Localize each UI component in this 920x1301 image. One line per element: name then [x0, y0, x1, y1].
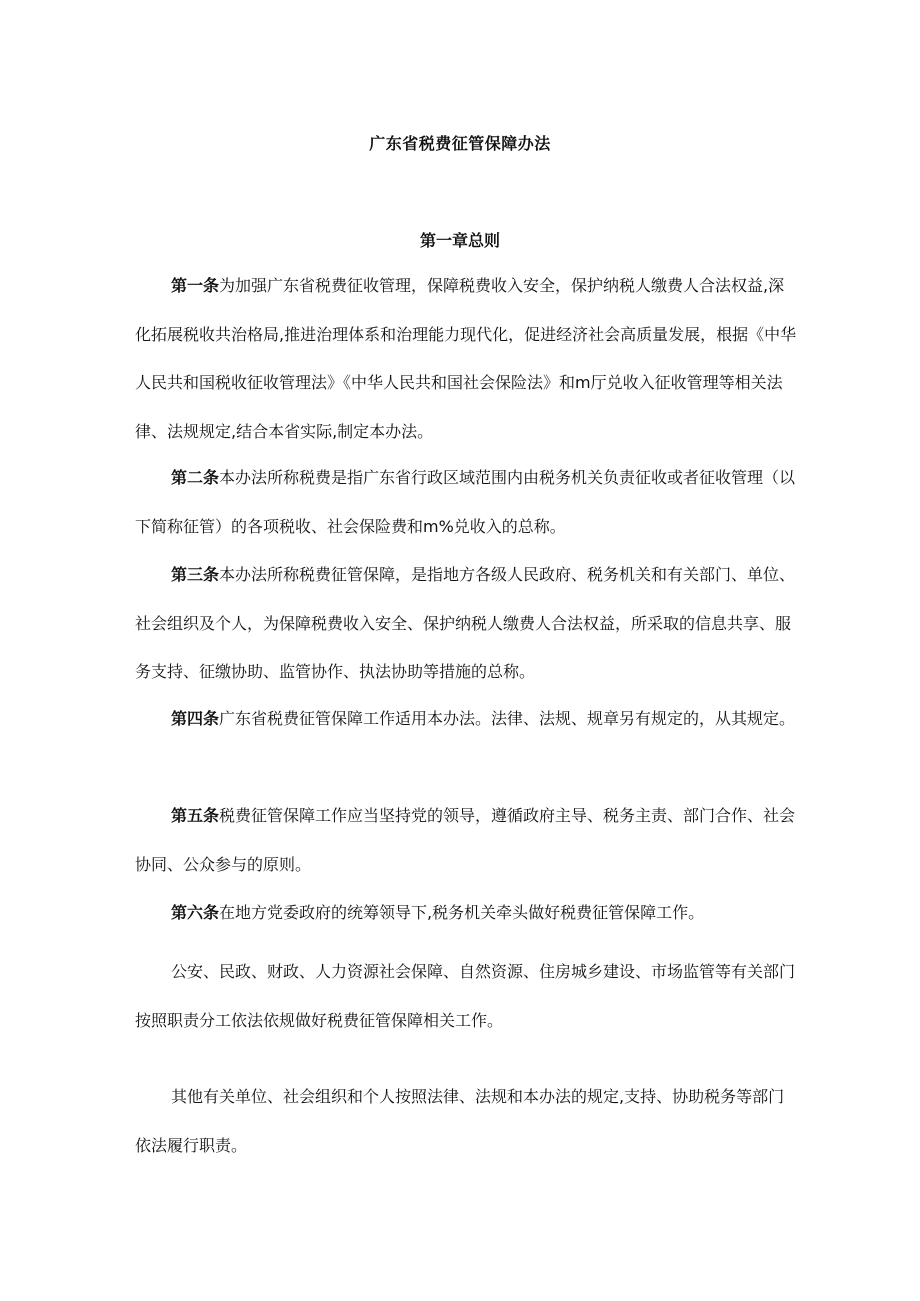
- paragraph-departments: 公安、民政、财政、人力资源社会保障、自然资源、住房城乡建设、市场监管等有关部门按照职责分工依法依规做好税费征管保障相关工作。: [135, 962, 796, 1030]
- article-4: [135, 695, 800, 744]
- article-5-label: 第五条: [171, 806, 220, 825]
- article-6-label: 第六条: [171, 903, 220, 922]
- document-title: 广东省税费征管保障办法: [369, 134, 551, 153]
- article-3-label: 第三条: [171, 565, 220, 584]
- article-1-text: 为加强广东省税费征收管理，保障税费收入安全，保护纳税人缴费人合法权益,深化拓展税收共治格局,推进治理体系和治理能力现代化，促进经济社会高质量发展，根据《中华人民共和国税收征收管理法》《中华人民共和国社会保险法》和m厅兑收入征收管理等相关法律、法规规定,结合本省实际,制定本办法。: [135, 276, 797, 441]
- article-1-label: 第一条: [171, 276, 220, 295]
- paragraph-other-units: 其他有关单位、社会组织和个人按照法律、法规和本办法的规定,支持、协助税务等部门依法履行职责。: [135, 1087, 785, 1155]
- article-4-text: 广东省税费征管保障工作适用本办法。法律、法规、规章另有规定的，从其规定。: [219, 709, 796, 728]
- article-6-text: 在地方党委政府的统筹领导下,税务机关牵头做好税费征管保障工作。: [219, 903, 705, 922]
- article-2: [135, 454, 800, 551]
- article-3-text: 本办法所称税费征管保障，是指地方各级人民政府、税务机关和有关部门、单位、社会组织及个人，为保障税费收入安全、保护纳税人缴费人合法权益，所采取的信息共享、服务支持、征缴协助、监管协作、执法协助等措施的总称。: [135, 565, 796, 681]
- article-1: [135, 262, 800, 456]
- article-4-label: 第四条: [171, 709, 220, 728]
- article-2-label: 第二条: [171, 468, 220, 487]
- article-5-text: 税费征管保障工作应当坚持党的领导，遵循政府主导、税务主责、部门合作、社会协同、公众参与的原则。: [135, 806, 796, 874]
- article-3: [135, 551, 800, 697]
- article-6: [135, 889, 800, 938]
- article-5: [135, 792, 800, 889]
- article-2-text: 本办法所称税费是指广东省行政区域范围内由税务机关负责征收或者征收管理（以下简称征管）的各项税收、社会保险费和m%兑收入的总称。: [135, 468, 796, 536]
- chapter-heading: 第一章总则: [419, 231, 500, 250]
